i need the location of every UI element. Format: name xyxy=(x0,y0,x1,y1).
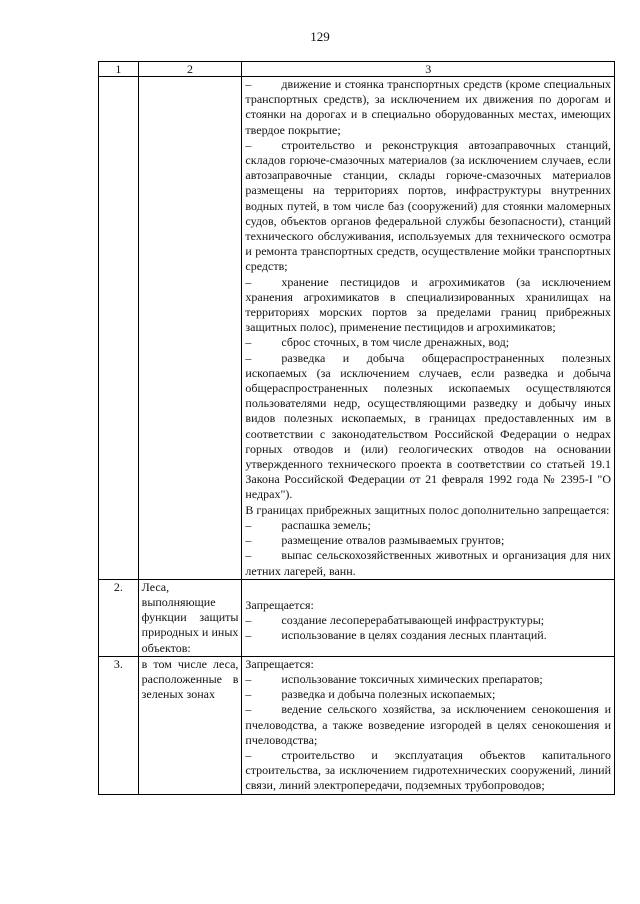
list-item: – хранение пестицидов и агрохимикатов (за исключением хранения агрохимикатов в специализированных хранилищах на территориях морских портов за пределами границ прибрежных защитных полос), применение пестицидов и агрохимикатов; xyxy=(245,274,611,335)
list-item: – распашка земель; xyxy=(245,517,371,532)
list-item: – использование токсичных химических препаратов; xyxy=(245,671,543,686)
list-item: – разведка и добыча полезных ископаемых; xyxy=(245,687,496,702)
restrictions-table xyxy=(98,61,615,795)
dash-marker: – xyxy=(245,612,252,627)
list-item: – сброс сточных, в том числе дренажных, вод; xyxy=(245,335,510,350)
dash-marker: – xyxy=(245,274,252,289)
table-row xyxy=(99,656,615,794)
row-content xyxy=(242,77,615,580)
list-item: – строительство и реконструкция автозаправочных станций, складов горюче-смазочных материалов (за исключением случаев, если автозаправочные станции, склады горюче-смазочных материалов размещены на территориях портов, инфраструктуры внутренних водных путей, в том числе баз (сооружений) для стоянки маломерных судов, объектов органов федеральной службы безопасности), станций технического обслуживания, используемых для технического осмотра и ремонта транспортных средств, осуществление мойки транспортных средств; xyxy=(245,137,611,274)
table-header-row xyxy=(99,62,615,77)
dash-marker: – xyxy=(245,687,252,702)
row-number: 3. xyxy=(99,656,139,794)
row-content xyxy=(242,656,615,794)
dash-marker: – xyxy=(245,628,252,643)
column-header-2: 2 xyxy=(138,62,242,77)
dash-marker: – xyxy=(245,77,252,91)
list-item: – размещение отвалов размываемых грунтов; xyxy=(245,533,505,548)
column-header-1: 1 xyxy=(99,62,139,77)
list-item: – движение и стоянка транспортных средств (кроме специальных транспортных средств), за исключением их движения по дорогам и стоянки на дорогах и в специально оборудованных местах, имеющих твердое покрытие; xyxy=(245,77,611,137)
dash-marker: – xyxy=(245,747,252,762)
dash-marker: – xyxy=(245,533,252,548)
dash-marker: – xyxy=(245,671,252,686)
dash-marker: – xyxy=(245,350,252,365)
list-item: – создание лесоперерабатывающей инфраструктуры; xyxy=(245,612,545,627)
prohibition-heading: Запрещается: xyxy=(245,597,314,612)
table-row xyxy=(99,77,615,580)
row-content xyxy=(242,579,615,656)
row-name xyxy=(138,77,242,580)
extra-heading: В границах прибрежных защитных полос дополнительно запрещается: xyxy=(245,502,610,517)
list-item: – разведка и добыча общераспространенных полезных ископаемых (за исключением случаев, если разведка и добыча общераспространенных полезных ископаемых осуществляются пользователями недр, осуществляющими разведку и добычу иных видов полезных ископаемых, в границах предоставленных им в соответствии с законодательством Российской Федерации о недрах горных отводов и (или) геологических отводов на основании утвержденного технического проекта в соответствии со статьей 19.1 Закона Российской Федерации от 21 февраля 1992 года № 2395-I "О недрах"). xyxy=(245,350,611,502)
dash-marker: – xyxy=(245,548,252,563)
table-row xyxy=(99,579,615,656)
list-item: – использование в целях создания лесных плантаций. xyxy=(245,628,547,643)
row-number: 2. xyxy=(99,579,139,656)
row-name: в том числе леса, расположенные в зеленых зонах xyxy=(138,656,242,794)
prohibition-heading: Запрещается: xyxy=(245,656,314,671)
dash-marker: – xyxy=(245,335,252,350)
row-number xyxy=(99,77,139,580)
list-item: – выпас сельскохозяйственных животных и организация для них летних лагерей, ванн. xyxy=(245,548,611,578)
row-name: Леса, выполняющие функции защиты природных и иных объектов: xyxy=(138,579,242,656)
dash-marker: – xyxy=(245,137,252,152)
column-header-3: 3 xyxy=(242,62,615,77)
list-item: – строительство и эксплуатация объектов капитального строительства, за исключением гидротехнических сооружений, линий связи, линий электропередачи, подземных трубопроводов; xyxy=(245,747,611,793)
dash-marker: – xyxy=(245,517,252,532)
list-item: – ведение сельского хозяйства, за исключением сенокошения и пчеловодства, а также возведение изгородей в целях сенокошения и пчеловодства; xyxy=(245,702,611,747)
page-number: 129 xyxy=(310,29,330,44)
dash-marker: – xyxy=(245,702,252,717)
